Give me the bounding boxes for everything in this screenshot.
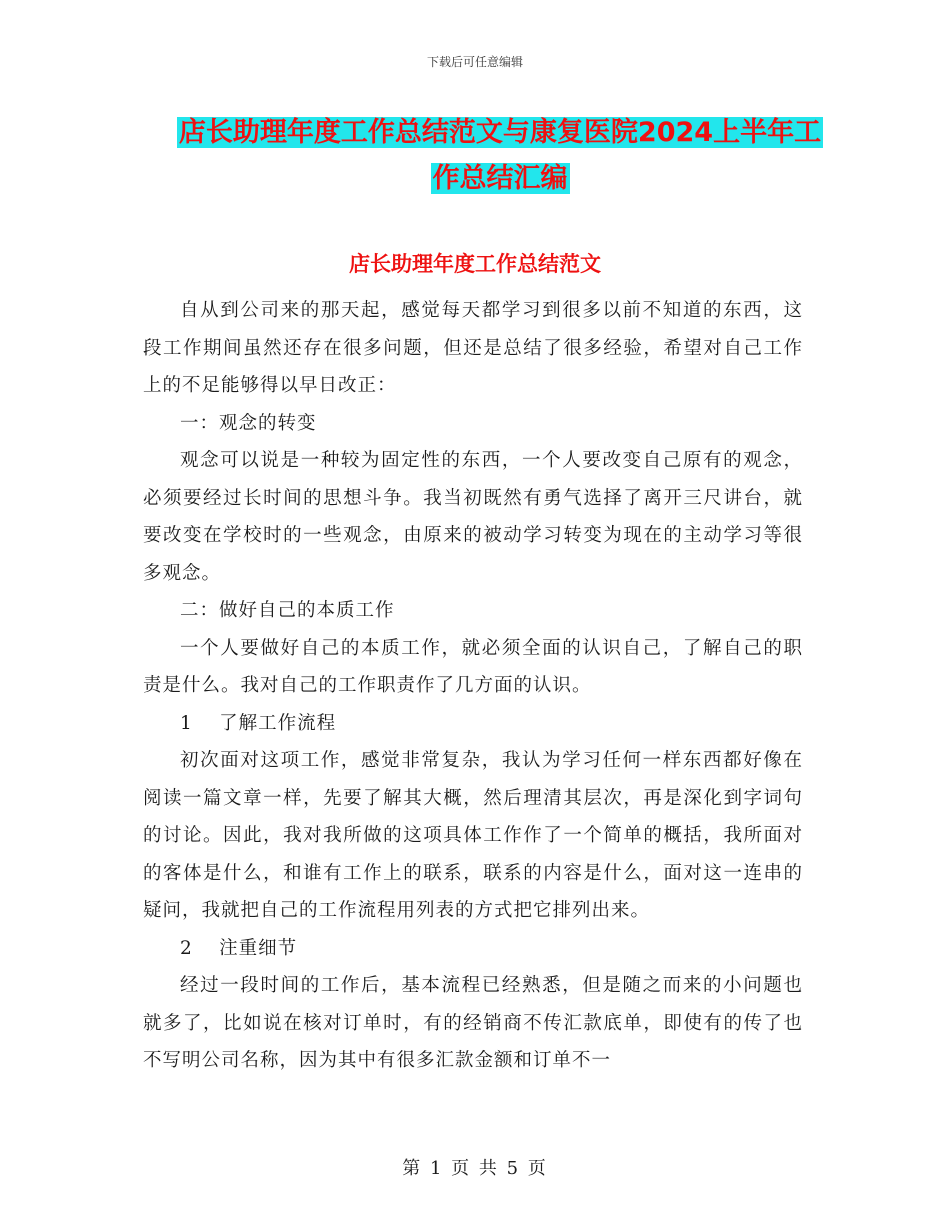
page-footer: 第 1 页 共 5 页 — [402, 1158, 548, 1179]
paragraph-workflow: 初次面对这项工作，感觉非常复杂，我认为学习任何一样东西都好像在阅读一篇文章一样，先要了解其大概，然后理清其层次，再是深化到字词句的讨论。因此，我对我所做的这项具体工作作了一个简单的概括，我所面对的客体是什么，和谁有工作上的联系，联系的内容是什么，面对这一连串的疑问，我就把自己的工作流程用列表的方式把它排列出来。 — [143, 750, 803, 921]
paragraph-intro: 自从到公司来的那天起，感觉每天都学习到很多以前不知道的东西，这段工作期间虽然还存在很多问题，但还是总结了很多经验，希望对自己工作上的不足能够得以早日改正： — [143, 300, 803, 396]
heading-details: 2 注重细节 — [180, 937, 298, 959]
paragraph-essential-work: 一个人要做好自己的本质工作，就必须全面的认识自己，了解自己的职责是什么。我对自己的工作职责作了几方面的认识。 — [143, 637, 803, 696]
header-note: 下载后可任意编辑 — [426, 55, 523, 69]
heading-workflow: 1 了解工作流程 — [180, 712, 337, 734]
section-title: 店长助理年度工作总结范文 — [349, 252, 601, 276]
document-title-line1: 店长助理年度工作总结范文与康复医院2024上半年工 — [178, 117, 822, 148]
document-title-line2: 作总结汇编 — [432, 163, 568, 194]
heading-concept-change: 一：观念的转变 — [180, 412, 317, 434]
paragraph-concept: 观念可以说是一种较为固定性的东西，一个人要改变自己原有的观念，必须要经过长时间的思想斗争。我当初既然有勇气选择了离开三尺讲台，就要改变在学校时的一些观念，由原来的被动学习转变为现在的主动学习等很多观念。 — [143, 450, 803, 584]
document-title — [140, 110, 860, 202]
paragraph-details: 经过一段时间的工作后，基本流程已经熟悉，但是随之而来的小问题也就多了，比如说在核对订单时，有的经销商不传汇款底单，即使有的传了也不写明公司名称，因为其中有很多汇款金额和订单不一 — [143, 975, 803, 1071]
heading-essential-work: 二：做好自己的本质工作 — [180, 600, 395, 621]
document-body — [143, 292, 803, 1080]
